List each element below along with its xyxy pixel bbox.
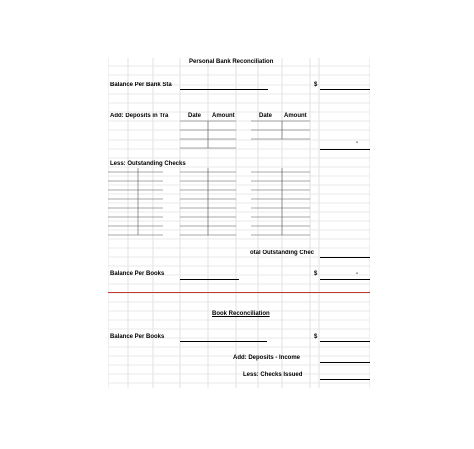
balance-per-books-label: Balance Per Books <box>110 271 165 277</box>
date-header-2: Date <box>259 113 273 119</box>
outstanding-checks-label: Less: Outstanding Checks <box>110 161 186 167</box>
amount-header-2: Amount <box>284 113 307 119</box>
deposits-in-transit-label: Add: Deposits in Tra <box>110 113 169 119</box>
deposits-income-line[interactable] <box>320 362 370 363</box>
spreadsheet <box>108 58 370 388</box>
balance-per-books-input-line[interactable] <box>180 279 239 280</box>
book-dollar-sign: $ <box>314 334 318 340</box>
books-dollar-sign: $ <box>314 271 318 277</box>
deposits-income-label: Add: Deposits - Income <box>233 355 301 361</box>
total-outstanding-line[interactable] <box>320 257 370 258</box>
balance-per-bank-label: Balance Per Bank Sta <box>110 82 172 88</box>
page-title: Personal Bank Reconciliation <box>189 59 274 65</box>
bank-dollar-sign: $ <box>314 82 318 88</box>
balance-per-books-value: - <box>356 271 358 277</box>
book-reconciliation-title: Book Reconciliation <box>212 311 270 317</box>
checks-issued-label: Less: Checks Issued <box>243 372 303 378</box>
date-header-1: Date <box>188 113 202 119</box>
books-balance-line[interactable] <box>320 279 370 280</box>
deposits-total-line[interactable] <box>320 149 370 150</box>
book-balance-input-line[interactable] <box>180 341 267 342</box>
checks-issued-line[interactable] <box>320 379 370 380</box>
bank-balance-line[interactable] <box>320 89 370 90</box>
amount-header-1: Amount <box>212 113 235 119</box>
total-outstanding-label: otal Outstanding Chec <box>250 250 315 256</box>
section-separator <box>108 292 370 293</box>
balance-per-bank-input-line[interactable] <box>180 89 268 90</box>
book-balance-per-books-label: Balance Per Books <box>110 334 165 340</box>
deposits-total-value: - <box>356 140 358 146</box>
book-balance-total-line[interactable] <box>320 341 370 342</box>
